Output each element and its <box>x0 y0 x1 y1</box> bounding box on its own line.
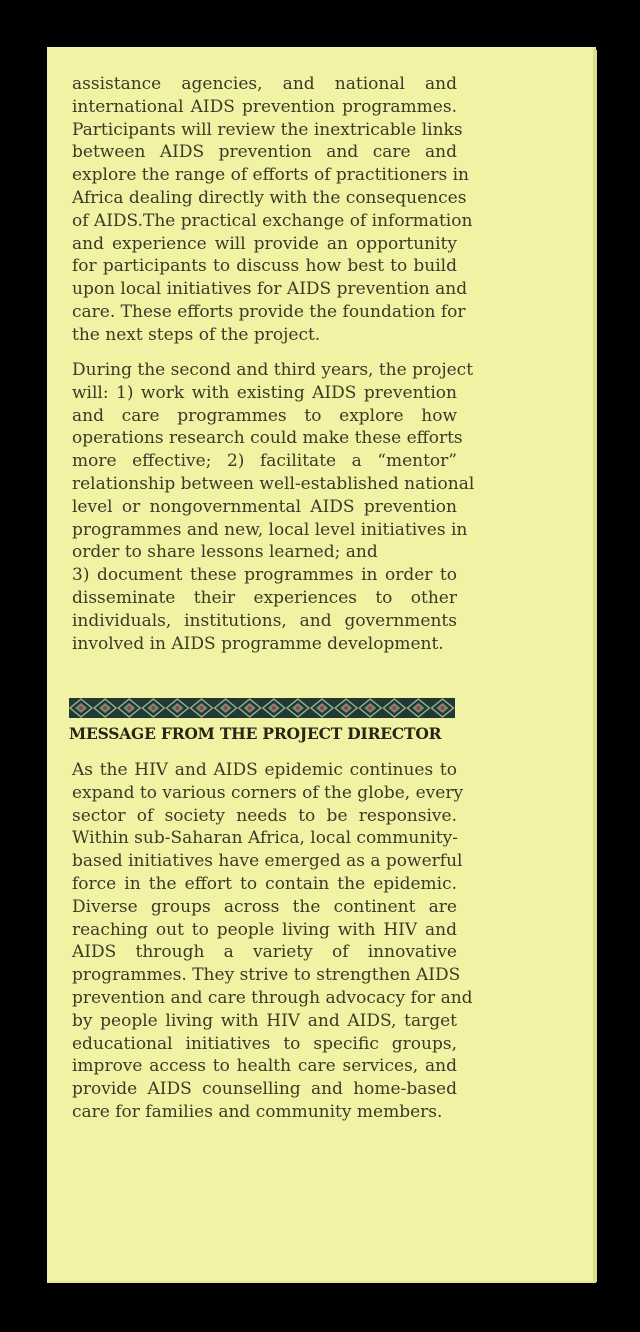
text-line: and experience will provide an opportunity <box>72 233 457 254</box>
text-line: programmes and new, local level initiatives in <box>72 519 468 540</box>
text-line: As the HIV and AIDS epidemic continues to <box>72 760 457 780</box>
text-line: force in the effort to contain the epidemic. <box>72 873 457 894</box>
text-line: prevention and care through advocacy for and <box>72 987 473 1008</box>
director-message-paragraph <box>72 759 473 1124</box>
band-accent-dot <box>103 706 107 710</box>
text-line: programmes. They strive to strengthen AIDS <box>72 965 461 986</box>
text-line: will: 1) work with existing AIDS prevention <box>72 382 457 403</box>
text-line: provide AIDS counselling and home-based <box>72 1079 457 1100</box>
band-accent-dot <box>344 706 348 710</box>
text-line: assistance agencies, and national and <box>72 74 457 94</box>
text-line: upon local initiatives for AIDS prevention and <box>72 279 468 300</box>
band-accent-dot <box>296 706 300 710</box>
project-years-paragraph <box>72 359 475 655</box>
paragraph-1 <box>72 73 473 347</box>
text-line: of AIDS.The practical exchange of information <box>72 210 473 231</box>
text-line: relationship between well-established national <box>72 473 475 494</box>
text-line: international AIDS prevention programmes. <box>72 96 457 117</box>
band-accent-dot <box>416 706 420 710</box>
band-accent-dot <box>127 706 131 710</box>
text-line: between AIDS prevention and care and <box>72 142 457 163</box>
decorative-pattern-band <box>69 698 455 718</box>
text-line: Participants will review the inextricable links <box>72 119 463 140</box>
text-line: disseminate their experiences to other <box>72 587 457 608</box>
text-line: involved in AIDS programme development. <box>72 633 444 654</box>
text-line: explore the range of efforts of practitioners in <box>72 165 470 186</box>
text-line: by people living with HIV and AIDS, target <box>72 1010 457 1031</box>
section-heading: MESSAGE FROM THE PROJECT DIRECTOR <box>69 724 442 743</box>
text-line: 3) document these programmes in order to <box>72 565 457 586</box>
band-accent-dot <box>151 706 155 710</box>
text-line: operations research could make these efforts <box>72 428 463 449</box>
text-line: order to share lessons learned; and <box>72 542 378 563</box>
paragraph-3 <box>72 759 473 1124</box>
band-accent-dot <box>79 706 83 710</box>
band-accent-dot <box>200 706 204 710</box>
text-line: Diverse groups across the continent are <box>72 896 457 917</box>
text-line: more effective; 2) facilitate a “mentor” <box>72 451 457 472</box>
text-line: level or nongovernmental AIDS prevention <box>72 496 457 517</box>
text-line: expand to various corners of the globe, every <box>72 782 464 803</box>
text-line: care. These efforts provide the foundation for <box>72 301 466 322</box>
intro-paragraph <box>72 73 473 347</box>
text-line: reaching out to people living with HIV and <box>72 919 457 940</box>
text-line: educational initiatives to specific groups, <box>72 1033 457 1054</box>
text-line: During the second and third years, the project <box>72 360 474 380</box>
band-accent-dot <box>392 706 396 710</box>
text-line: individuals, institutions, and governments <box>72 610 457 631</box>
band-accent-dot <box>441 706 445 710</box>
band-accent-dot <box>175 706 179 710</box>
text-line: Africa dealing directly with the consequences <box>72 187 467 208</box>
band-accent-dot <box>272 706 276 710</box>
text-line: for participants to discuss how best to build <box>72 256 457 277</box>
band-accent-dot <box>320 706 324 710</box>
text-line: the next steps of the project. <box>72 324 321 345</box>
text-line: care for families and community members. <box>72 1101 443 1122</box>
text-line: based initiatives have emerged as a powerful <box>72 851 463 872</box>
paragraph-2 <box>72 359 475 655</box>
text-line: improve access to health care services, and <box>72 1056 457 1077</box>
text-line: and care programmes to explore how <box>72 405 457 426</box>
text-line: Within sub-Saharan Africa, local community- <box>72 828 458 849</box>
band-accent-dot <box>224 706 228 710</box>
band-accent-dot <box>248 706 252 710</box>
band-accent-dot <box>368 706 372 710</box>
text-line: AIDS through a variety of innovative <box>72 942 457 963</box>
page-fold-edge <box>593 50 597 1282</box>
text-line: sector of society needs to be responsive. <box>72 805 457 826</box>
